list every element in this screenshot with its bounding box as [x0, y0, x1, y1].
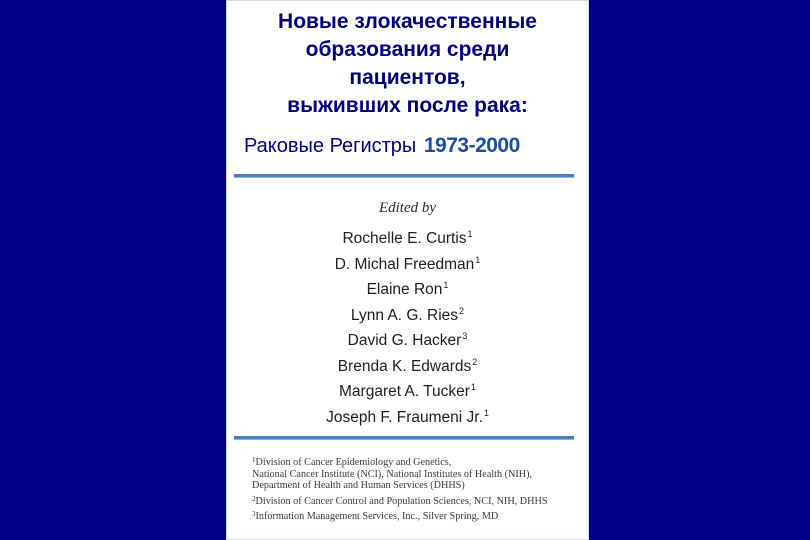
affiliation-footnotes — [252, 455, 582, 525]
footnote-3: $^3$Information Management Services, Inc., Silver Spring, MD — [252, 510, 499, 523]
editor-name: Rochelle E. Curtis$^1$ — [342, 229, 473, 247]
editor-name: Brenda K. Edwards$^2$ — [337, 356, 478, 375]
footnote-2: $^2$Division of Cancer Control and Population Sciences, NCI, NIH, DHHS — [252, 494, 548, 507]
slide-title-line-3: пациентов, — [349, 66, 466, 89]
bottom-divider — [234, 436, 574, 440]
subtitle-years: 1973-2000 — [423, 134, 520, 157]
editor-name: Joseph F. Fraumeni Jr.$^1$ — [326, 407, 489, 426]
slide-title-line-1: Новые злокачественные — [278, 10, 537, 33]
subtitle — [244, 133, 584, 159]
document-page — [226, 0, 589, 540]
subtitle-text: Раковые Регистры — [244, 135, 417, 157]
editor-list — [226, 222, 589, 426]
slide-title-line-2: образования среди — [305, 38, 510, 61]
edited-by-label: Edited by — [378, 200, 437, 216]
editor-name: Margaret A. Tucker$^1$ — [339, 382, 476, 400]
editor-name: David G. Hacker$^3$ — [347, 331, 468, 349]
editor-name: D. Michal Freedman$^1$ — [334, 254, 481, 273]
editor-name: Elaine Ron$^1$ — [366, 280, 449, 298]
slide-title-line-4: выживших после рака: — [287, 94, 528, 117]
slide-title — [226, 8, 589, 120]
footnote-1: $^1$Division of Cancer Epidemiology and Genetics, National Cancer Institute (NCI), National Institutes of Health (NIH), Department of Health and Human Services (DHHS) — [252, 456, 533, 492]
top-divider — [234, 174, 574, 178]
editor-name: Lynn A. G. Ries$^2$ — [350, 305, 465, 324]
